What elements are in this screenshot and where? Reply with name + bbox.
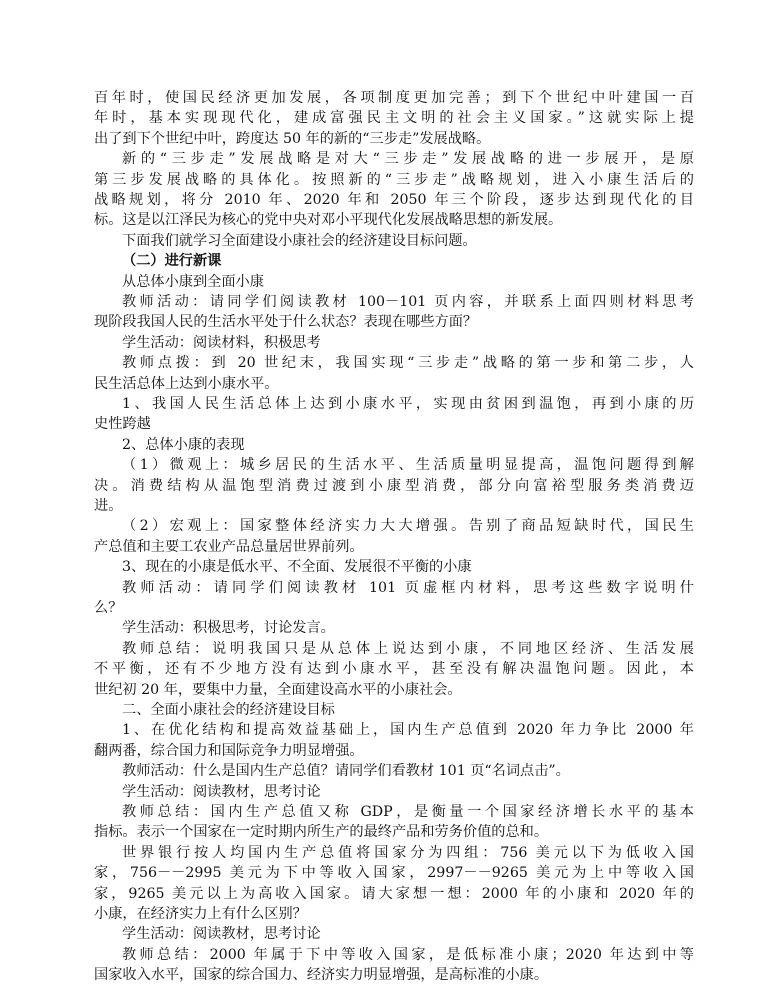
text-line: 小康，在经济实力上有什么区别？ <box>94 906 307 922</box>
text-line: 家，756－－2995 美元为下中等收入国家，2997－－9265 美元为上中等收入国 <box>94 865 694 882</box>
text-line: 第三步发展战略的具体化。按照新的“三步走”战略规划，进入小康生活后的 <box>94 171 694 188</box>
text-line: 教师总结：国内生产总值又称 GDP，是衡量一个国家经济增长水平的基本 <box>122 804 694 820</box>
text-line: 1、我国人民生活总体上达到小康水平，实现由贫困到温饱，再到小康的历 <box>122 396 694 412</box>
text-line: 标。这是以江泽民为核心的党中央对邓小平现代化发展战略思想的新发展。 <box>94 212 563 229</box>
text-line: 产总值和主要工农业产品总量居世界前列。 <box>94 538 364 555</box>
text-line: 年时，基本实现现代化，建成富强民主文明的社会主义国家。”这就实际上提 <box>94 110 694 127</box>
text-line: 学生活动：阅读教材，思考讨论 <box>122 783 321 800</box>
text-line: 决。消费结构从温饱型消费过渡到小康型消费，部分向富裕型服务类消费迈 <box>94 477 694 494</box>
text-line: 教师总结：说明我国只是从总体上说达到小康，不同地区经济、生活发展 <box>122 640 694 657</box>
text-line: 教师活动：请同学们阅读教材 100－101 页内容，并联系上面四则材料思考 <box>122 294 694 310</box>
text-line: 不平衡，还有不少地方没有达到小康水平，甚至没有解决温饱问题。因此，本 <box>94 661 694 678</box>
text-line: 下面我们就学习全面建设小康社会的经济建设目标问题。 <box>122 232 477 249</box>
text-line: 战略规划，将分 2010 年、2020 年和 2050 年三个阶段，逐步达到现代化的目 <box>94 192 694 208</box>
text-line: 史性跨越 <box>94 416 151 433</box>
text-line: 1、在优化结构和提高效益基础上，国内生产总值到 2020 年力争比 2000 年 <box>122 722 694 739</box>
text-line: 3、现在的小康是低水平、不全面、发展很不平衡的小康 <box>122 559 472 576</box>
text-line: 国家收入水平，国家的综合国力、经济实力明显增强，是高标准的小康。 <box>94 967 549 984</box>
text-line: 二、全面小康社会的经济建设目标 <box>122 702 335 718</box>
text-line: 新的“三步走”发展战略是对大“三步走”发展战略的进一步展开，是原 <box>122 151 694 168</box>
text-line: 现阶段我国人民的生活水平处于什么状态？表现在哪些方面？ <box>94 314 478 331</box>
text-line: 从总体小康到全面小康 <box>122 273 264 290</box>
text-line: 世纪初 20 年，要集中力量，全面建设高水平的小康社会。 <box>94 681 462 698</box>
text-line: 世界银行按人均国内生产总值将国家分为四组：756 美元以下为低收入国 <box>122 844 694 861</box>
text-line: 教师点拨：到 20 世纪末，我国实现“三步走”战略的第一步和第二步，人 <box>122 355 694 372</box>
text-line: 2、总体小康的表现 <box>122 436 245 453</box>
text-line: 出了到下个世纪中叶，跨度达 50 年的新的“三步走”发展战略。 <box>94 130 491 147</box>
text-line: （1）微观上：城乡居民的生活水平、生活质量明显提高，温饱问题得到解 <box>122 457 694 474</box>
text-line: 学生活动：阅读教材，思考讨论 <box>122 926 321 943</box>
text-line: 学生活动：阅读材料，积极思考 <box>122 334 321 351</box>
text-line: （2）宏观上：国家整体经济实力大大增强。告别了商品短缺时代，国民生 <box>122 518 694 535</box>
text-line: 家，9265 美元以上为高收入国家。请大家想一想：2000 年的小康和 2020 年的 <box>94 885 694 902</box>
text-line: 教师活动：什么是国内生产总值？请同学们看教材 101 页“名词点击”。 <box>122 763 570 780</box>
text-line: 么？ <box>94 600 123 616</box>
text-line: 学生活动：积极思考，讨论发言。 <box>122 620 335 637</box>
text-line: 指标。表示一个国家在一定时期内所生产的最终产品和劳务价值的总和。 <box>94 824 549 841</box>
text-line: 翻两番，综合国力和国际竞争力明显增强。 <box>94 742 364 759</box>
text-line: 民生活总体上达到小康水平。 <box>94 375 279 392</box>
text-line: （二）进行新课 <box>122 253 222 270</box>
text-line: 百年时，使国民经济更加发展，各项制度更加完善；到下个世纪中叶建国一百 <box>94 90 694 106</box>
text-line: 教师活动：请同学们阅读教材 101 页虚框内材料，思考这些数字说明什 <box>122 579 694 596</box>
text-line: 进。 <box>94 498 123 514</box>
text-line: 教师总结：2000 年属于下中等收入国家，是低标准小康；2020 年达到中等 <box>122 946 694 963</box>
